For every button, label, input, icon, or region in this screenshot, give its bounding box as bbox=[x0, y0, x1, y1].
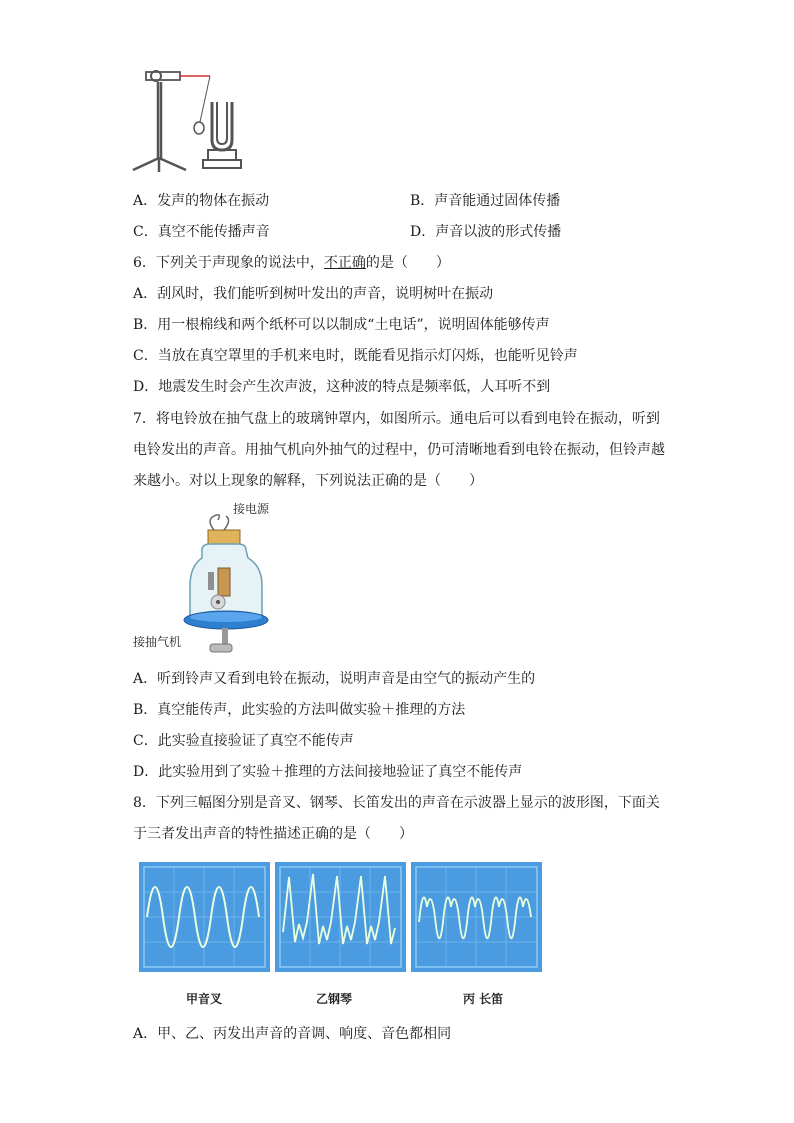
q6-stem-post: 的是（ ） bbox=[365, 255, 450, 271]
oscilloscope-piano bbox=[275, 862, 406, 972]
q6-option-b: B．用一根棉线和两个纸杯可以以制成“土电话”，说明固体能够传声 bbox=[133, 317, 550, 333]
q7-option-b: B．真空能传声，此实验的方法叫做实验＋推理的方法 bbox=[133, 702, 466, 718]
q5-option-b: B．声音能通过固体传播 bbox=[410, 193, 561, 209]
q6-option-a: A．刮风时，我们能听到树叶发出的声音，说明树叶在振动 bbox=[133, 286, 494, 302]
tuning-fork-pendulum-figure bbox=[128, 62, 258, 177]
q7-option-a: A．听到铃声又看到电铃在振动，说明声音是由空气的振动产生的 bbox=[133, 671, 536, 687]
oscilloscope-flute bbox=[411, 862, 542, 972]
figure-label-power: 接电源 bbox=[233, 502, 270, 516]
q6-stem-underline: 不正确 bbox=[323, 255, 366, 271]
q8-stem-line2: 于三者发出声音的特性描述正确的是（ ） bbox=[133, 826, 413, 842]
caption-flute: 丙 长笛 bbox=[463, 992, 504, 1006]
q6-option-c: C．当放在真空罩里的手机来电时，既能看见指示灯闪烁，也能听见铃声 bbox=[133, 348, 578, 364]
q7-stem-line2: 电铃发出的声音。用抽气机向外抽气的过程中，仍可清晰地看到电铃在振动，但铃声越 bbox=[133, 442, 665, 458]
caption-piano: 乙钢琴 bbox=[316, 992, 353, 1006]
q7-option-c: C．此实验直接验证了真空不能传声 bbox=[133, 733, 354, 749]
q8-stem-line1: 8．下列三幅图分别是音叉、钢琴、长笛发出的声音在示波器上显示的波形图，下面关 bbox=[133, 795, 660, 811]
q7-stem-line3: 来越小。对以上现象的解释，下列说法正确的是（ ） bbox=[133, 473, 483, 489]
q7-stem-line1: 7．将电铃放在抽气盘上的玻璃钟罩内，如图所示。通电后可以看到电铃在振动，听到 bbox=[133, 411, 660, 427]
q5-option-d: D．声音以波的形式传播 bbox=[410, 224, 562, 240]
oscilloscope-tuning-fork bbox=[139, 862, 270, 972]
q6-option-d: D．地震发生时会产生次声波，这种波的特点是频率低，人耳听不到 bbox=[133, 379, 551, 395]
caption-tuning-fork: 甲音叉 bbox=[186, 992, 223, 1006]
q6-stem-pre: 6．下列关于声现象的说法中， bbox=[133, 255, 324, 271]
q5-option-a: A．发声的物体在振动 bbox=[133, 193, 270, 209]
figure-label-pump: 接抽气机 bbox=[133, 635, 182, 649]
q5-option-c: C．真空不能传播声音 bbox=[133, 224, 270, 240]
q7-option-d: D．此实验用到了实验＋推理的方法间接地验证了真空不能传声 bbox=[133, 764, 523, 780]
q6-stem bbox=[133, 253, 450, 273]
bell-jar-figure bbox=[180, 510, 270, 662]
q8-option-a: A．甲、乙、丙发出声音的音调、响度、音色都相同 bbox=[133, 1026, 452, 1042]
